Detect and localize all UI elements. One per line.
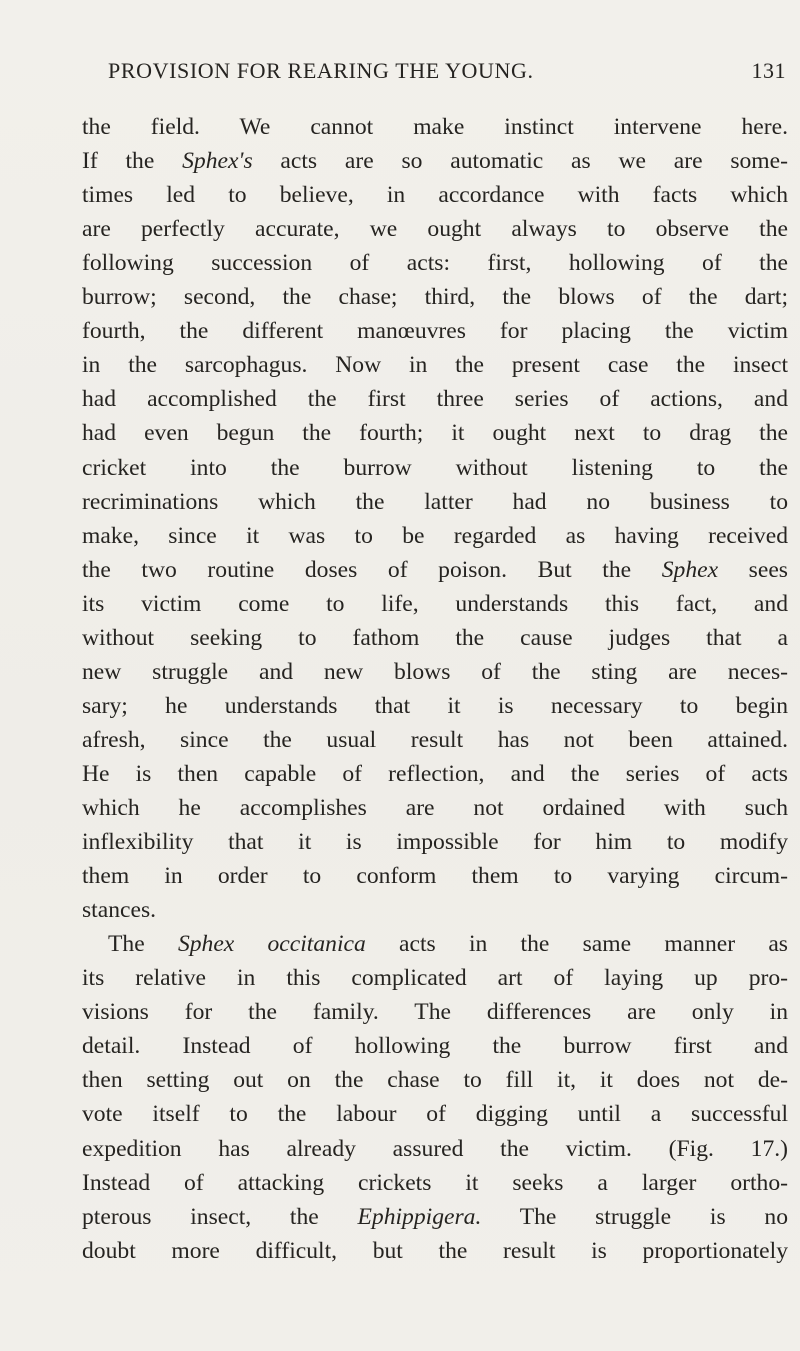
text-run: pterous insect, the: [82, 1203, 358, 1230]
text-line: times led to believe, in accordance with facts which: [82, 182, 788, 209]
text-line: burrow; second, the chase; third, the blows of the dart;: [82, 284, 788, 311]
text-line: stances.: [82, 897, 157, 924]
text-line: in the sarcophagus. Now in the present case the insect: [82, 352, 788, 379]
text-line: detail. Instead of hollowing the burrow first and: [82, 1033, 788, 1060]
text-line: [82, 146, 788, 176]
italic-term: Sphex occitanica: [177, 931, 366, 958]
text-line: the field. We cannot make instinct intervene here.: [82, 114, 788, 140]
text-line: recriminations which the latter had no business to: [82, 488, 788, 515]
text-line: which he accomplishes are not ordained with such: [82, 795, 788, 821]
text-run: acts are so automatic as we are some-: [252, 148, 788, 175]
running-head: PROVISION FOR REARING THE YOUNG.: [108, 58, 534, 83]
text-line: doubt more difficult, but the result is proportionately: [82, 1237, 788, 1264]
text-line: fourth, the different manœuvres for placing the victim: [82, 318, 788, 345]
text-run: The struggle is no: [481, 1203, 788, 1230]
text-line: make, since it was to be regarded as having received: [82, 522, 788, 549]
text-line: its victim come to life, understands this fact, and: [82, 590, 788, 617]
page-number: 131: [751, 58, 786, 83]
text-line: had accomplished the first three series of actions, and: [82, 386, 788, 413]
text-run: If the: [82, 148, 183, 175]
text-run: the two routine doses of poison. But the: [82, 556, 662, 583]
text-line: visions for the family. The differences are only in: [82, 999, 788, 1026]
text-line: then setting out on the chase to fill it, it does not de-: [82, 1067, 788, 1094]
text-line: following succession of acts: first, hollowing of the: [82, 250, 788, 277]
italic-term: Sphex: [661, 556, 719, 583]
text-line: [108, 929, 788, 959]
text-line: [82, 555, 788, 585]
text-line: are perfectly accurate, we ought always to observe the: [82, 216, 788, 243]
text-line: inflexibility that it is impossible for him to modify: [82, 829, 788, 856]
text-line: without seeking to fathom the cause judges that a: [82, 624, 788, 651]
text-line: sary; he understands that it is necessary to begin: [82, 692, 788, 719]
text-line: its relative in this complicated art of laying up pro-: [82, 965, 788, 992]
text-line: He is then capable of reflection, and the series of acts: [82, 760, 788, 787]
text-run: acts in the same manner as: [365, 931, 788, 958]
text-line: expedition has already assured the victim. (Fig. 17.): [82, 1135, 788, 1162]
text-run: sees: [718, 556, 788, 583]
text-line: Instead of attacking crickets it seeks a larger ortho-: [82, 1169, 788, 1196]
text-line: cricket into the burrow without listening to the: [82, 454, 788, 481]
text-line: had even begun the fourth; it ought next to drag the: [82, 420, 788, 447]
text-line: vote itself to the labour of digging until a successful: [82, 1101, 788, 1128]
text-line: afresh, since the usual result has not been attained.: [82, 726, 788, 753]
text-line: new struggle and new blows of the sting are neces-: [82, 658, 788, 685]
text-run: The: [108, 931, 178, 958]
text-line: [82, 1202, 788, 1232]
italic-term: Ephippigera.: [357, 1203, 482, 1230]
text-line: them in order to conform them to varying circum-: [82, 863, 788, 890]
italic-term: Sphex's: [182, 148, 253, 175]
